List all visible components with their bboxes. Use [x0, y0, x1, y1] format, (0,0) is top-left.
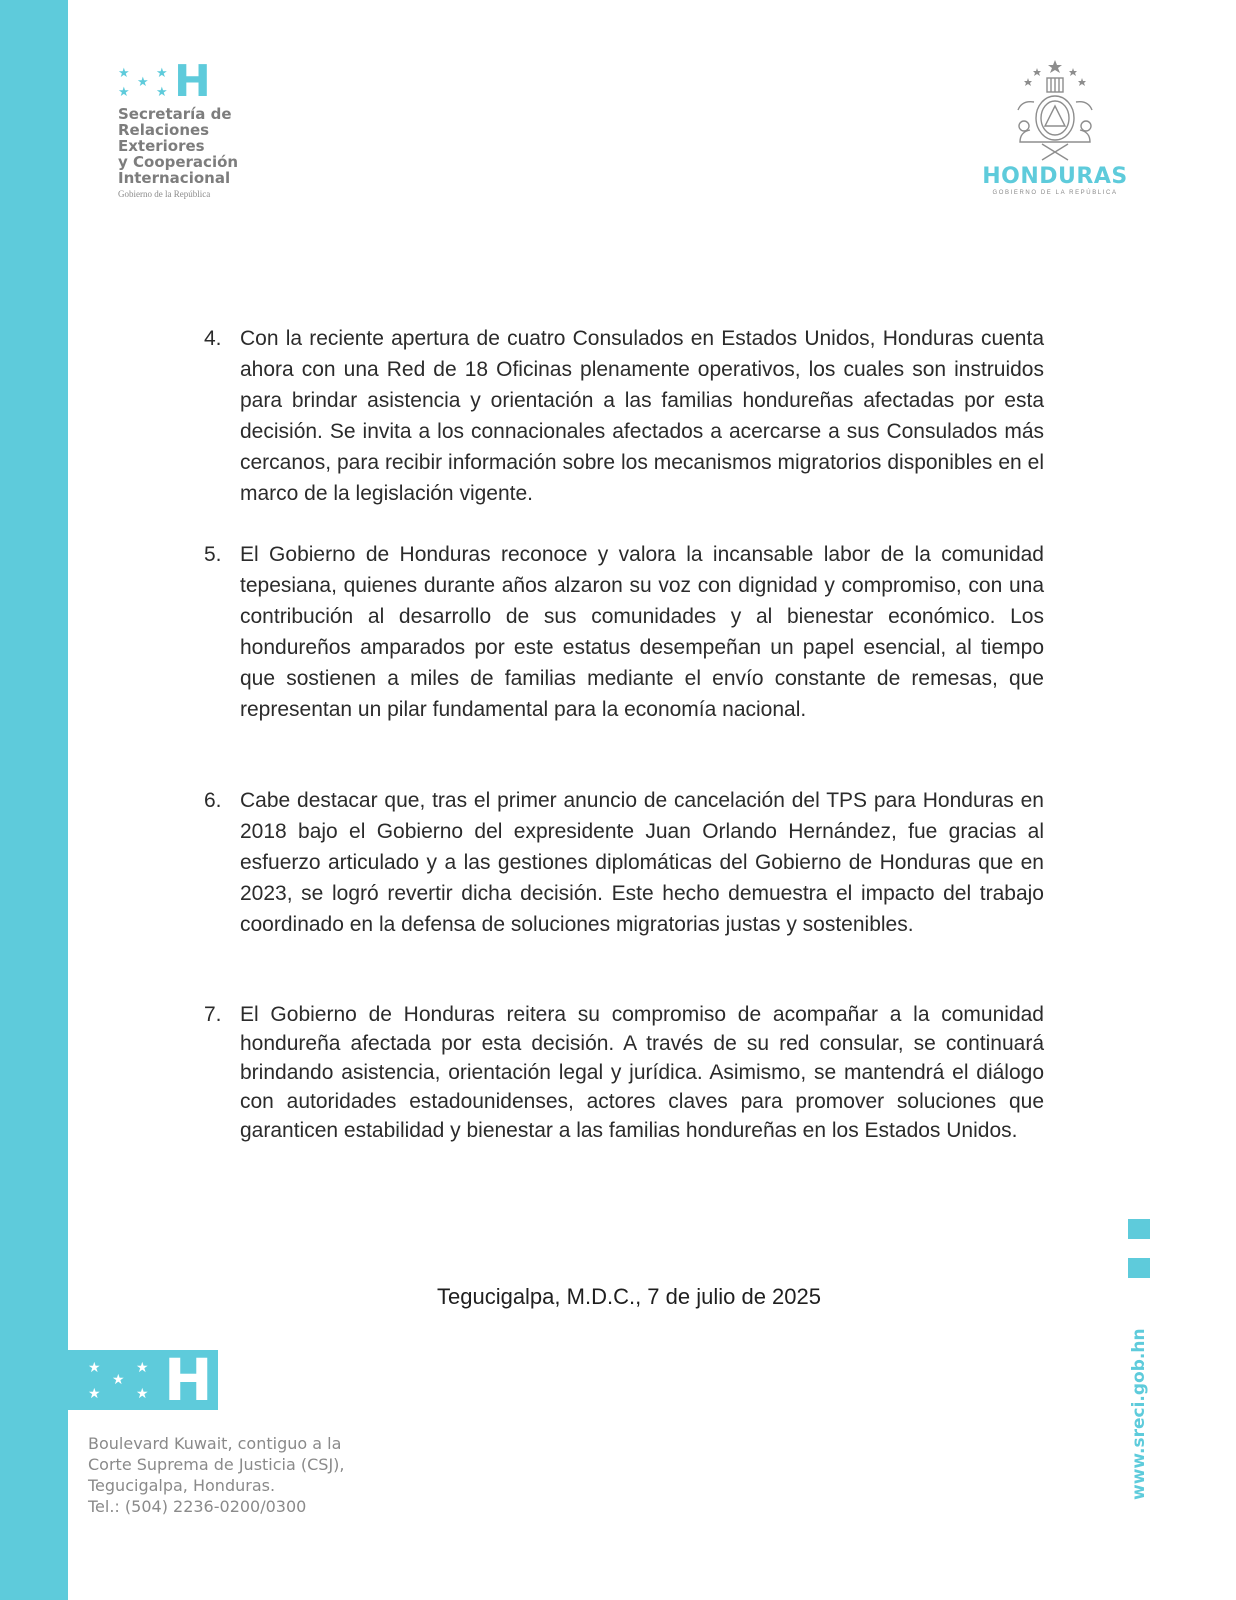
star-icon: ★	[136, 1385, 149, 1401]
sreci-name	[118, 106, 268, 186]
sreci-name-line: Secretaría de	[118, 105, 232, 123]
sreci-subtitle: Gobierno de la República	[118, 189, 211, 199]
paragraph-number: 7.	[204, 1003, 222, 1026]
coat-of-arms-icon	[1010, 60, 1100, 162]
numbered-paragraph	[204, 539, 1044, 725]
numbered-paragraph	[204, 785, 1044, 940]
website-link[interactable]: www.sreci.gob.hn	[1129, 1328, 1149, 1500]
sreci-star-h-mark	[118, 56, 268, 107]
phone-line: Tel.: (504) 2236-0200/0300	[88, 1497, 307, 1516]
honduras-subtitle: GOBIERNO DE LA REPÚBLICA	[992, 190, 1118, 196]
document-body	[204, 323, 1044, 1145]
honduras-logo	[980, 60, 1130, 196]
paragraph-number: 4.	[204, 327, 222, 350]
sreci-name-line: Internacional	[118, 169, 231, 187]
paragraph-text: Con la reciente apertura de cuatro Consulados en Estados Unidos, Honduras cuenta ahora con una Red de 18 Oficinas plenamente operativos, los cuales son instruidos para brindar asistencia y orientación a las familias hondureñas afectadas por esta decisión. Se invita a los connacionales afectados a acercarse a sus Consulados más cercanos, para recibir información sobre los mecanismos migratorios disponibles en el marco de la legislación vigente.	[240, 327, 1044, 505]
star-icon: ★	[137, 74, 149, 89]
paragraph-text: El Gobierno de Honduras reconoce y valora la incansable labor de la comunidad tepesiana, quienes durante años alzaron su voz con dignidad y compromiso, con una contribución al desarrollo de sus comunidades y al bienestar económico. Los hondureños amparados por este estatus desempeñan un papel esencial, al tiempo que sostienen a miles de familias mediante el envío constante de remesas, que representan un pilar fundamental para la economía nacional.	[240, 543, 1044, 721]
star-icon: ★	[118, 84, 130, 99]
numbered-paragraph	[204, 1000, 1044, 1145]
address-line: Tegucigalpa, Honduras.	[88, 1476, 276, 1495]
paragraph-text: Cabe destacar que, tras el primer anuncio de cancelación del TPS para Honduras en 2018 bajo el Gobierno del expresidente Juan Orlando Hernández, fue gracias al esfuerzo articulado y a las gestiones diplomáticas del Gobierno de Honduras que en 2023, se logró revertir dicha decisión. Este hecho demuestra el impacto del trabajo coordinado en la defensa de soluciones migratorias justas y sostenibles.	[240, 789, 1044, 936]
paragraph-number: 6.	[204, 789, 222, 812]
sreci-name-line: y Cooperación	[118, 153, 239, 171]
star-icon: ★	[88, 1359, 101, 1375]
star-icon: ★	[156, 84, 168, 99]
h-letter-mark: H	[164, 1346, 213, 1414]
decorative-square	[1128, 1219, 1150, 1239]
honduras-wordmark: HONDURAS	[982, 164, 1128, 189]
star-icon: ★	[88, 1385, 101, 1401]
address-line: Corte Suprema de Justicia (CSJ),	[88, 1455, 345, 1474]
sreci-logo	[118, 56, 268, 199]
address-line: Boulevard Kuwait, contiguo a la	[88, 1434, 342, 1453]
place-date-line: Tegucigalpa, M.D.C., 7 de julio de 2025	[436, 1284, 821, 1309]
h-letter-mark: H	[174, 56, 211, 107]
star-icon: ★	[136, 1359, 149, 1375]
star-icon: ★	[112, 1371, 125, 1387]
sreci-name-line: Relaciones	[118, 121, 210, 139]
paragraph-number: 5.	[204, 543, 222, 566]
paragraph-text: El Gobierno de Honduras reitera su compromiso de acompañar a la comunidad hondureña afectada por esta decisión. A través de su red consular, se continuará brindando asistencia, orientación legal y jurídica. Asimismo, se mantendrá el diálogo con autoridades estadounidenses, actores claves para promover soluciones que garanticen estabilidad y bienestar a las familias hondureñas en los Estados Unidos.	[240, 1003, 1044, 1142]
footer-address	[88, 1433, 345, 1517]
star-icon: ★	[118, 65, 130, 80]
left-accent-bar	[0, 0, 68, 1600]
footer-star-h-mark	[68, 1346, 218, 1414]
sreci-name-line: Exteriores	[118, 137, 205, 155]
star-icon: ★	[156, 65, 168, 80]
decorative-square	[1128, 1258, 1150, 1278]
numbered-paragraph	[204, 323, 1044, 509]
